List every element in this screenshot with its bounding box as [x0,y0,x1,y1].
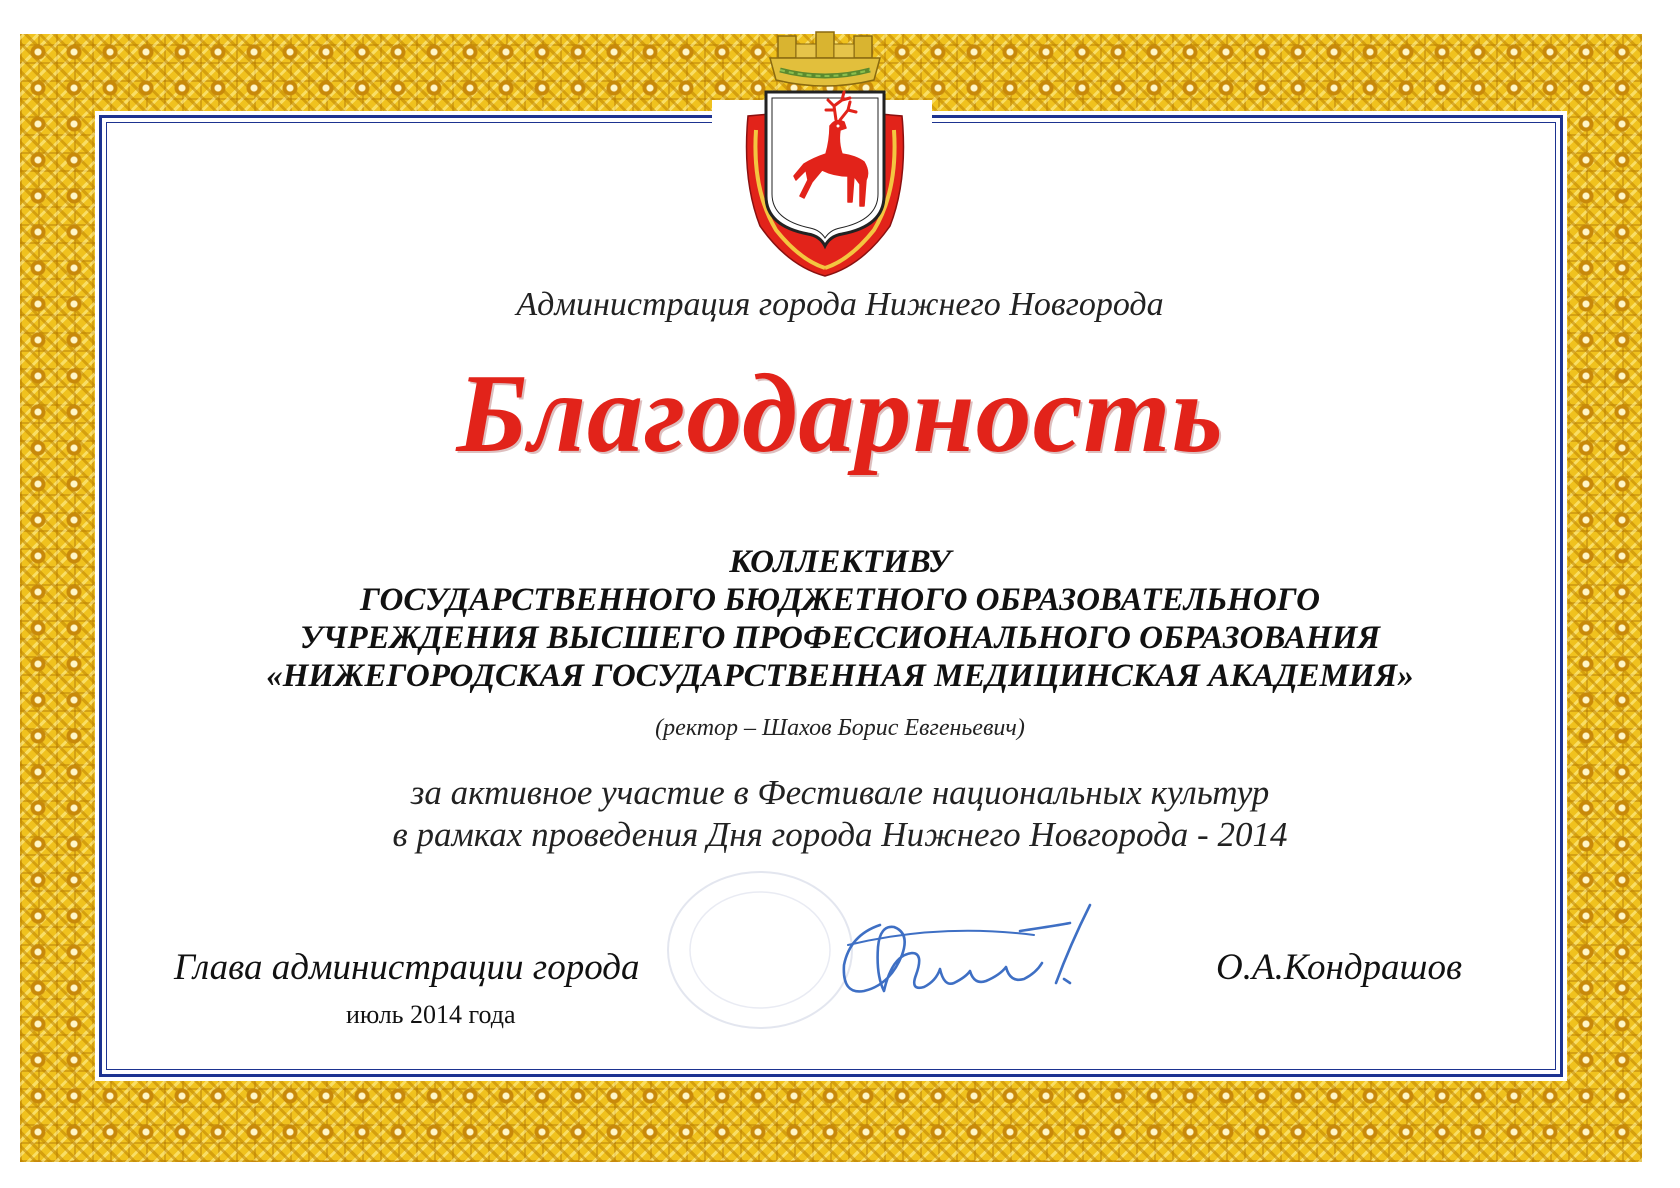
issue-date: июль 2014 года [346,1000,516,1029]
document-title: Благодарность [456,352,1224,476]
nizhny-novgorod-coat-of-arms-icon [730,30,920,278]
signatory-name: О.А.Кондрашов [1216,947,1463,988]
reason-line: в рамках проведения Дня города Нижнего Новгорода - 2014 [392,815,1288,854]
recipient-line: ГОСУДАРСТВЕННОГО БЮДЖЕТНОГО ОБРАЗОВАТЕЛЬНОГО [360,582,1320,618]
recipient-line: «НИЖЕГОРОДСКАЯ ГОСУДАРСТВЕННАЯ МЕДИЦИНСКАЯ АКАДЕМИЯ» [266,658,1414,694]
issuer-heading: Администрация города Нижнего Новгорода [516,286,1164,323]
rector-note: (ректор – Шахов Борис Евгеньевич) [655,715,1025,741]
recipient-line: КОЛЛЕКТИВУ [729,544,951,580]
signatory-title: Глава администрации города [174,947,640,988]
crown-icon [770,32,880,86]
reason-line: за активное участие в Фестивале национальных культур [410,773,1270,812]
recipient-line: УЧРЕЖДЕНИЯ ВЫСШЕГО ПРОФЕССИОНАЛЬНОГО ОБРАЗОВАНИЯ [299,620,1381,656]
handwritten-signature [820,895,1140,1020]
